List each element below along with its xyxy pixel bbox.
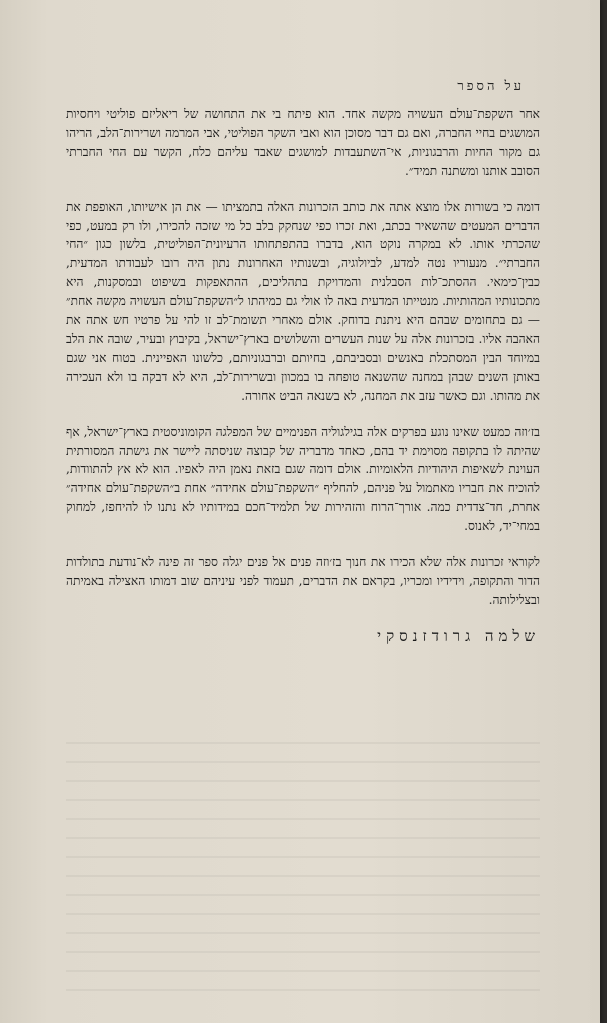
paragraph: לקוראי זכרונות אלה שלא הכירו את חנוך בז׳וזה פנים אל פנים יגלה ספר זה פינה לא־נודעת בתולדות הדור והתקופה, וידידיו ומכריו, בקראם את הדברים, תעמוד לפני עיניהם שוב דמותו האצילה באמיתה ובצלילותה. — [66, 555, 540, 607]
show-through-text — [66, 730, 540, 993]
paragraph: דומה כי בשורות אלו מוצא אתה את כותב הזכרונות האלה בתמציתו — את הן אישיותו, האופפת את הדברים המעטים שהשאיר בכתב, ואת זכרו כפי שנחקק בלב כל מי שזכה להכירו, ולו רק במעט, כפי שהכרתי אותו. לא במקרה נוקט הוא, בדברו בהתפתחותו הרעיונית־הפוליטית, בלשון כגון ״החי החברתי״. מנעוריו נטה למדע, לביולוגיה, ובשנותיו האחרונות נתון היה רובו לעבודתו המדעית, כבין־כימאי. ההסתכ־לות הסבלנית והמדויקת בתהליכים, ההתאפקות בשיפוט ובמסקנות, היא מתכונותיו המהותיות. מנטייתו המדעית באה לו אולי גם כמיהתו ל״השקפת־עולם העשויה מקשה אחת״ — גם בתחומים שבהם היא ניתנת בדוחק. אולם מאחרי תשומת־לב זו להי על פרטיו חש אתה את האהבה אליו. בזכרונות אלה על שנות העשרים והשלושים בארץ־ישראל, בקיבוץ ובעיר, שובה את הלב במיוחד הבין המסתכלת באנשים ובסביבתם, בחיותם וברבגוניותם, כלשונו האפיינית. בטוח אני שגם באותן השנים שבהן במחנה שהשנאה טופחה בו במכוון ובשרירות־לב, היא לא דבקה בו ולא העכירה את מהותו. וגם כאשר עזב את המחנה, לא בשנאה הביט אחורה. — [66, 199, 540, 403]
paragraph: בז׳וזה כמעט שאינו נוגע בפרקים אלה בגילגוליה הפנימיים של המפלגה הקומוניסטית בארץ־ישראל, אף שהיתה לו בתקופה מסוימת יד בהם, כאחד מדבריה של קבוצה שניסתה ליישר את גישתה המסורתית העוינת לשאיפות היהודיות הלאומיות. אולם דומה שגם בזאת נאמן היה לאפיו. הוא לא אץ להתוודות, להוכיח את חבריו מאתמול על פניהם, להחליף ״השקפת־עולם אחידה״ אחת ב״השקפת־עולם אחידה״ אחרת, חד־צדדית כמה. אורך־הרוח והזהירות של תלמיד־חכם במידותיו לא נתנו לו להיחפז, למחוק במחי־יד, לאנוס. — [66, 424, 540, 534]
body-text — [66, 105, 540, 646]
running-header: על הספר — [457, 79, 524, 94]
author-signature: שלמה גרודזנסקי — [377, 626, 540, 645]
paragraph: אחר השקפת־עולם העשויה מקשה אחד. הוא פיתח בי את התחושה של ריאליזם פוליטי ויחסיות המושגים בחיי החברה, ואם גם דבר מסוכן הוא ואבי השקר הפוליטי, אבי המרמה ושרירות־הלב, הריהו גם מקור החיות והרבגוניות, אי־השתעבדות למושגים שאבד עליהם כלח, הקשר עם החי החברתי הסובב אותנו ומשתנה תמיד״. — [66, 107, 540, 178]
